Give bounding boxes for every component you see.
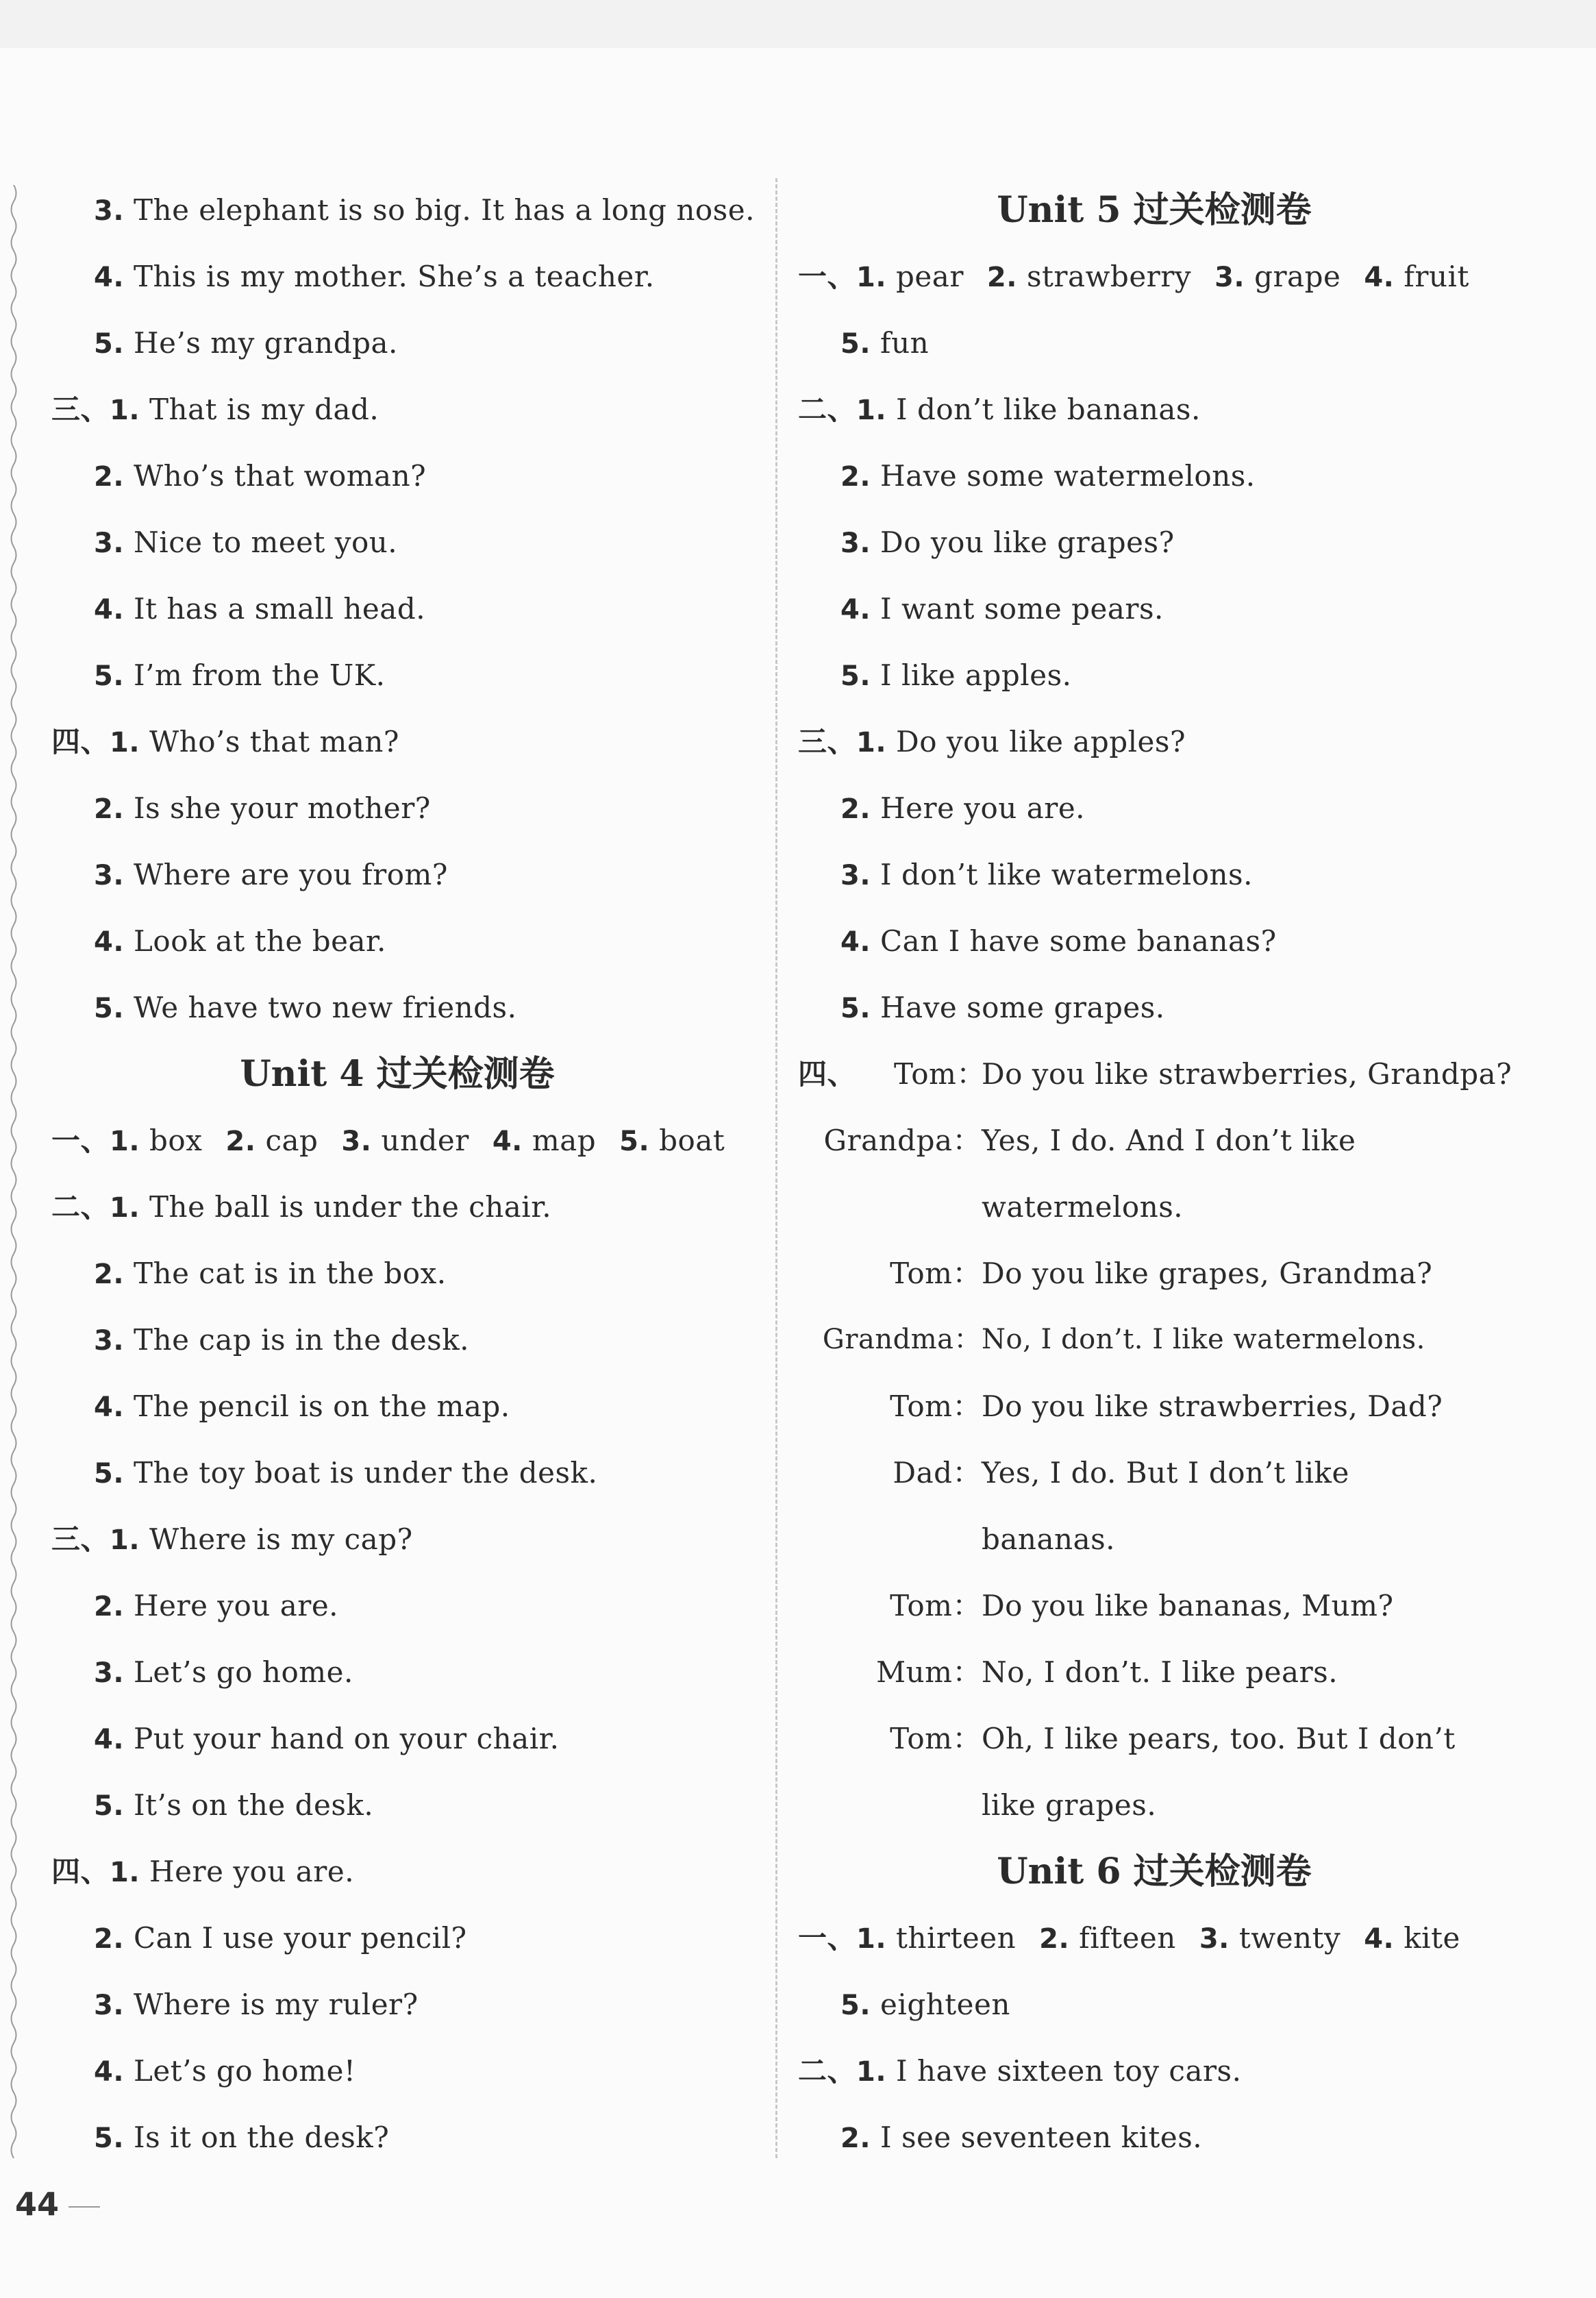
answer-line: 5. fun (840, 326, 930, 360)
dialogue-line: Dad：Yes, I do. But I don’t like (798, 1440, 1510, 1506)
unit6-section-two-line: 二、1. I have sixteen toy cars. (798, 2054, 1242, 2088)
unit5-section-one-line: 一、1. pear 2. strawberry 3. grape 4. fruit (798, 260, 1469, 293)
dialogue-line: Grandma：No, I don’t. I like watermelons. (798, 1307, 1510, 1373)
answer-line: 5. The toy boat is under the desk. (94, 1456, 598, 1490)
section-label: 一、 (798, 260, 857, 293)
dialogue-line: like grapes. (982, 1788, 1157, 1822)
answer-line: 4. This is my mother. She’s a teacher. (94, 260, 655, 293)
section-label: 三、 (798, 725, 857, 758)
answer-line: 3. The elephant is so big. It has a long nose. (94, 193, 755, 227)
answer-line: 5. I like apples. (840, 658, 1072, 692)
section-label: 二、 (798, 393, 857, 426)
answer-line: 4. Put your hand on your chair. (94, 1722, 560, 1755)
section-four-line: 四、1. Who’s that man? (51, 725, 399, 758)
answer-line: 3. Let’s go home. (94, 1655, 353, 1689)
unit4-section-three-line: 三、1. Where is my cap? (51, 1522, 413, 1556)
unit5-section-two-line: 二、1. I don’t like bananas. (798, 393, 1201, 426)
dialogue-line: bananas. (982, 1522, 1116, 1556)
unit5-section-three-line: 三、1. Do you like apples? (798, 725, 1186, 758)
answer-line: 2. Who’s that woman? (94, 459, 427, 493)
section-label: 四、 (51, 1855, 110, 1888)
answer-line: 2. The cat is in the box. (94, 1257, 447, 1290)
dialogue-line: Mum：No, I don’t. I like pears. (798, 1639, 1510, 1705)
dialogue-line: Grandpa：Yes, I do. And I don’t like (798, 1107, 1510, 1174)
answer-line: 3. Nice to meet you. (94, 526, 398, 559)
speaker: Grandpa： (823, 1124, 982, 1157)
page-number-dash (68, 2206, 100, 2208)
speaker: Tom： (890, 1722, 982, 1755)
unit-5-heading: Unit 5 过关检测卷 (997, 189, 1312, 231)
speaker: Grandma： (822, 1324, 982, 1355)
unit6-section-one-line: 一、1. thirteen 2. fifteen 3. twenty 4. kite (798, 1921, 1460, 1955)
section-label: 一、 (51, 1124, 110, 1157)
answer-line: 3. I don’t like watermelons. (840, 858, 1253, 891)
page-top-band (0, 0, 1596, 48)
dialogue-line: Tom：Do you like strawberries, Dad? (798, 1373, 1510, 1440)
answer-line: 5. Is it on the desk? (94, 2121, 390, 2154)
section-label: 二、 (798, 2054, 857, 2088)
unit5-section-four-dialogue (798, 1041, 1510, 1838)
section-three-line: 三、1. That is my dad. (51, 393, 379, 426)
answer-line: 2. Have some watermelons. (840, 459, 1256, 493)
answer-line: 2. I see seventeen kites. (840, 2121, 1203, 2154)
answer-line: 5. Have some grapes. (840, 991, 1165, 1024)
answer-line: 4. Let’s go home! (94, 2054, 356, 2088)
answer-line: 5. He’s my grandpa. (94, 326, 398, 360)
left-column (51, 177, 755, 2171)
dialogue-line: watermelons. (982, 1190, 1184, 1224)
answer-line: 5. I’m from the UK. (94, 658, 386, 692)
answer-line: 4. It has a small head. (94, 592, 426, 626)
answer-line: 2. Is she your mother? (94, 791, 431, 825)
section-label: 四、 (51, 725, 110, 758)
answer-line: 5. We have two new friends. (94, 991, 517, 1024)
answer-line: 4. Look at the bear. (94, 924, 386, 958)
unit4-section-four-line: 四、1. Here you are. (51, 1855, 355, 1888)
section-label: 三、 (51, 1522, 110, 1556)
answer-line: 5. eighteen (840, 1988, 1010, 2021)
answer-line: 3. Do you like grapes? (840, 526, 1175, 559)
section-label: 三、 (51, 393, 110, 426)
unit4-section-two-line: 二、1. The ball is under the chair. (51, 1190, 552, 1224)
speaker: Tom： (890, 1589, 982, 1622)
right-column (798, 177, 1510, 2171)
answer-line: 4. Can I have some bananas? (840, 924, 1277, 958)
answer-line: 5. It’s on the desk. (94, 1788, 374, 1822)
section-label: 二、 (51, 1190, 110, 1224)
unit-6-heading: Unit 6 过关检测卷 (997, 1851, 1312, 1892)
answer-line: 2. Here you are. (94, 1589, 339, 1622)
page-number: 44 (15, 2186, 60, 2223)
unit4-section-one-line: 一、1. box 2. cap 3. under 4. map 5. boat (51, 1124, 725, 1157)
answer-line: 3. The cap is in the desk. (94, 1323, 469, 1357)
dialogue-line: Tom：Oh, I like pears, too. But I don’t (798, 1705, 1510, 1772)
speaker: Tom： (890, 1257, 982, 1290)
speaker: Tom： (890, 1389, 982, 1423)
column-divider (775, 178, 777, 2158)
speaker: Tom： (894, 1057, 986, 1091)
answer-line: 2. Here you are. (840, 791, 1086, 825)
dialogue-line: Tom：Do you like bananas, Mum? (798, 1572, 1510, 1639)
binding-edge-wavy-line (8, 185, 19, 2158)
speaker: Dad： (893, 1456, 982, 1490)
section-label: 四、 (798, 1057, 857, 1091)
answer-line: 3. Where are you from? (94, 858, 448, 891)
speaker: Mum： (876, 1655, 982, 1689)
unit-4-heading: Unit 4 过关检测卷 (240, 1053, 555, 1095)
section-label: 一、 (798, 1921, 857, 1955)
answer-line: 4. The pencil is on the map. (94, 1389, 510, 1423)
dialogue-line: 四、 Tom：Do you like strawberries, Grandpa? (798, 1041, 1510, 1107)
answer-line: 4. I want some pears. (840, 592, 1164, 626)
answer-line: 3. Where is my ruler? (94, 1988, 419, 2021)
dialogue-line: Tom：Do you like grapes, Grandma? (798, 1240, 1510, 1307)
answer-line: 2. Can I use your pencil? (94, 1921, 467, 1955)
